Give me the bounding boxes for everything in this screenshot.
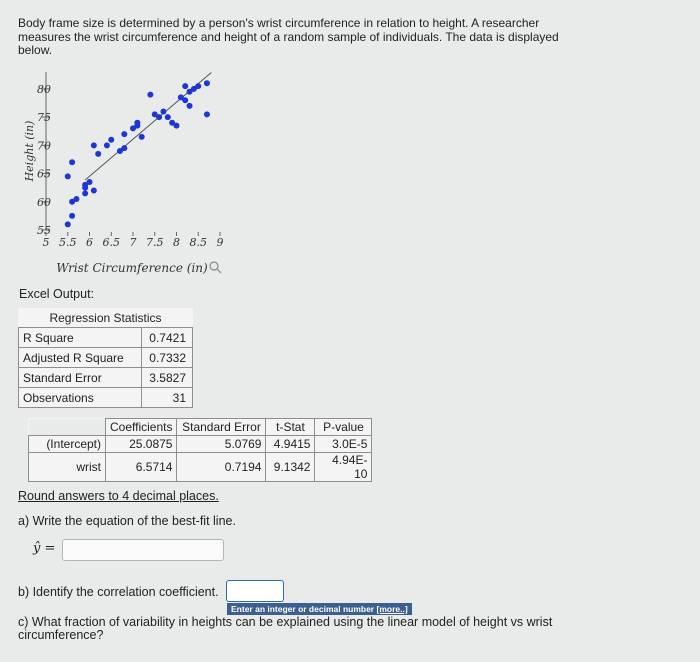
table-row <box>29 453 372 482</box>
data-point <box>65 173 71 179</box>
data-point <box>108 137 114 143</box>
stat-label: Adjusted R Square <box>19 348 142 368</box>
regression-title: Regression Statistics <box>19 308 193 328</box>
x-tick-label: 5 <box>42 236 50 249</box>
rounding-instruction: Round answers to 4 decimal places. <box>18 489 219 503</box>
column-header: Coefficients <box>106 419 177 436</box>
data-point <box>187 103 193 109</box>
data-point <box>182 97 188 103</box>
data-point <box>121 131 127 137</box>
more-link[interactable]: [more..] <box>376 604 408 614</box>
x-tick-label: 9 <box>216 236 224 249</box>
x-tick-label: 7 <box>129 236 137 249</box>
problem-intro: Body frame size is determined by a person's wrist circumference in relation to height. A researcher measures the wrist circumference and height of a random sample of individuals. The data is displayed below. <box>18 16 559 57</box>
coef-cell: 6.5714 <box>106 453 177 482</box>
stat-value: 0.7421 <box>142 328 193 348</box>
question-c: c) What fraction of variability in heights can be explained using the linear model of height vs wrist circumference? <box>18 615 553 642</box>
data-point <box>73 196 79 202</box>
x-axis-label: Wrist Circumference (in) <box>56 261 208 275</box>
data-point <box>104 142 110 148</box>
data-point <box>91 188 97 194</box>
column-header: t-Stat <box>266 419 315 436</box>
table-row <box>19 348 193 368</box>
x-tick-label: 7.5 <box>146 236 164 249</box>
input-hint <box>227 603 412 615</box>
row-label: (Intercept) <box>29 436 106 453</box>
data-point <box>134 120 140 126</box>
stat-label: Standard Error <box>19 368 142 388</box>
pvalue-cell: 4.94E-10 <box>315 453 372 482</box>
y-axis-label: Height (in) <box>23 120 36 182</box>
data-point <box>160 109 166 115</box>
regression-statistics-table <box>18 308 193 408</box>
coefficients-table <box>28 418 372 482</box>
stat-value: 31 <box>142 388 193 408</box>
se-cell: 5.0769 <box>177 436 266 453</box>
column-header: Standard Error <box>177 419 266 436</box>
data-point <box>69 213 75 219</box>
x-tick-label: 8.5 <box>189 236 207 249</box>
stat-value: 0.7332 <box>142 348 193 368</box>
table-header-row <box>29 419 372 436</box>
coef-cell: 25.0875 <box>106 436 177 453</box>
se-cell: 0.7194 <box>177 453 266 482</box>
y-tick-label: 65 <box>37 167 51 181</box>
stat-value: 3.5827 <box>142 368 193 388</box>
y-tick-label: 60 <box>37 195 51 209</box>
data-point <box>91 142 97 148</box>
data-point <box>95 151 101 157</box>
y-tick-label: 80 <box>37 82 51 96</box>
column-header: P-value <box>315 419 372 436</box>
row-label: wrist <box>29 453 106 482</box>
x-tick-label: 8 <box>173 236 180 249</box>
table-row <box>19 328 193 348</box>
y-tick-label: 55 <box>37 224 51 237</box>
data-point <box>182 83 188 89</box>
data-point <box>69 159 75 165</box>
table-row <box>29 436 372 453</box>
data-point <box>121 145 127 151</box>
table-row <box>19 388 193 408</box>
data-point <box>174 123 180 129</box>
data-point <box>156 114 162 120</box>
y-tick-label: 75 <box>37 111 51 125</box>
data-point <box>147 92 153 98</box>
yhat-label: ŷ = <box>33 541 56 556</box>
data-point <box>204 80 210 86</box>
hint-text: Enter an integer or decimal number <box>231 604 375 614</box>
question-a: a) Write the equation of the best-fit line. <box>18 514 236 528</box>
tstat-cell: 9.1342 <box>266 453 315 482</box>
question-b: b) Identify the correlation coefficient. <box>18 585 219 599</box>
stat-label: R Square <box>19 328 142 348</box>
y-tick-label: 70 <box>37 139 51 153</box>
data-point <box>87 179 93 185</box>
data-point <box>82 190 88 196</box>
tstat-cell: 4.9415 <box>266 436 315 453</box>
magnifier-icon <box>210 262 218 270</box>
data-point <box>204 111 210 117</box>
data-point <box>65 221 71 227</box>
x-tick-label: 6.5 <box>102 236 120 249</box>
x-tick-label: 6 <box>86 236 93 249</box>
excel-output-label: Excel Output: <box>19 287 95 301</box>
table-row <box>19 368 193 388</box>
equation-input[interactable] <box>62 539 224 561</box>
scatter-plot <box>0 60 240 285</box>
x-tick-label: 5.5 <box>59 236 77 249</box>
stat-label: Observations <box>19 388 142 408</box>
correlation-input[interactable] <box>226 580 284 602</box>
data-point <box>165 114 171 120</box>
data-point <box>195 83 201 89</box>
data-point <box>139 134 145 140</box>
magnifier-handle <box>217 269 221 273</box>
pvalue-cell: 3.0E-5 <box>315 436 372 453</box>
